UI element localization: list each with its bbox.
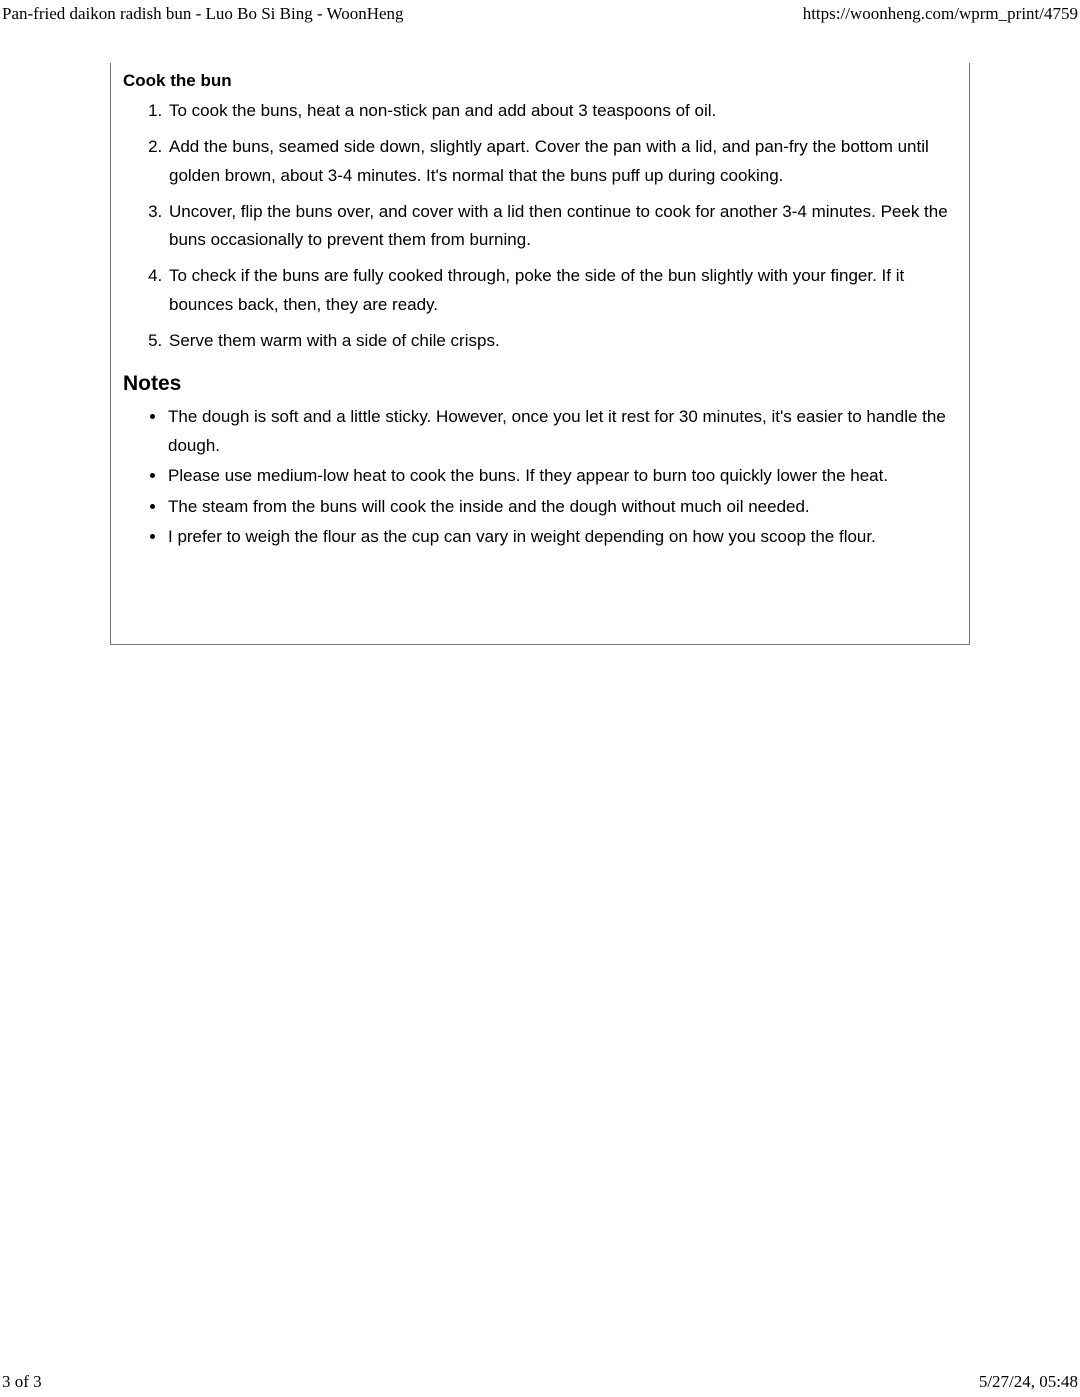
instruction-step-1: 1. To cook the buns, heat a non-stick pan and add about 3 teaspoons of oil.	[167, 97, 958, 126]
instruction-group-heading: Cook the bun	[123, 71, 232, 90]
document-title: Pan-fried daikon radish bun - Luo Bo Si Bing - WoonHeng	[2, 4, 404, 23]
print-timestamp: 5/27/24, 05:48	[978, 1372, 1078, 1391]
print-footer	[0, 1371, 1080, 1393]
note-item-2: • Please use medium-low heat to cook the buns. If they appear to burn too quickly lower the heat.	[167, 462, 958, 491]
note-item-4: • I prefer to weigh the flour as the cup can vary in weight depending on how you scoop the flour.	[167, 523, 958, 552]
notes-heading: Notes	[123, 372, 182, 395]
recipe-container	[110, 63, 970, 645]
note-item-1: • The dough is soft and a little sticky. However, once you let it rest for 30 minutes, it's easier to handle the dough.	[167, 403, 958, 460]
notes-list	[123, 403, 958, 552]
print-header	[0, 3, 1080, 25]
instruction-step-2: 2. Add the buns, seamed side down, slightly apart. Cover the pan with a lid, and pan-fry the bottom until golden brown, about 3-4 minutes. It's normal that the buns puff up during cooking.	[167, 133, 958, 190]
instruction-list	[123, 97, 958, 355]
note-item-3: • The steam from the buns will cook the inside and the dough without much oil needed.	[167, 493, 958, 522]
instruction-step-4: 4. To check if the buns are fully cooked through, poke the side of the bun slightly with your finger. If it bounces back, then, they are ready.	[167, 262, 958, 319]
instruction-step-5: 5. Serve them warm with a side of chile crisps.	[167, 327, 958, 356]
instruction-step-3: 3. Uncover, flip the buns over, and cover with a lid then continue to cook for another 3-4 minutes. Peek the buns occasionally to prevent them from burning.	[167, 198, 958, 255]
document-url: https://woonheng.com/wprm_print/4759	[802, 4, 1078, 23]
page-indicator: 3 of 3	[2, 1372, 42, 1391]
